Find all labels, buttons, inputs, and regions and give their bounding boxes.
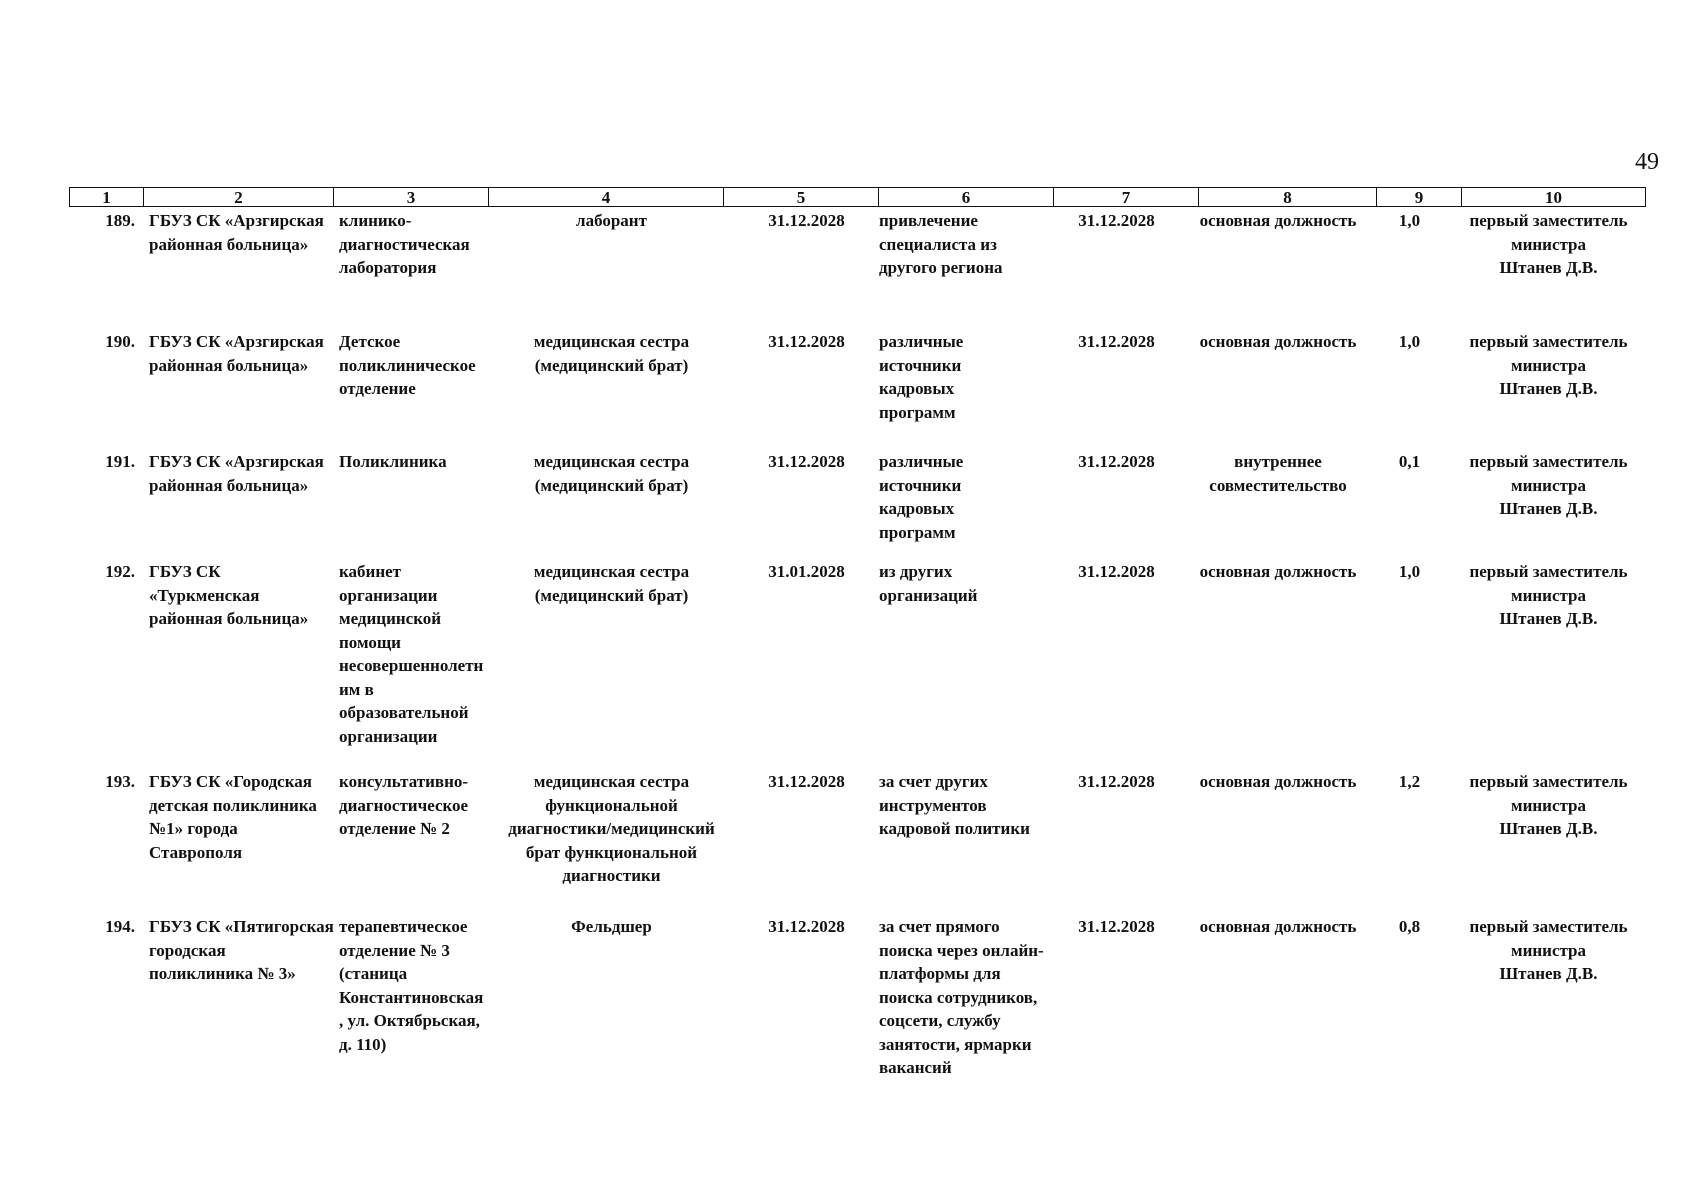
rate-cell-line: 1,2: [1398, 772, 1421, 791]
department-cell-line: отделение № 2: [339, 819, 450, 838]
source-cell-line: программ: [879, 402, 956, 422]
department-cell-line: поликлиническое: [339, 355, 476, 375]
position-cell: [494, 915, 729, 939]
department-cell-line: консультативно-: [339, 772, 469, 791]
department-cell: [339, 450, 494, 474]
responsible-cell-line: первый заместитель: [1469, 452, 1628, 471]
organization-cell-line: районная больница»: [149, 234, 309, 254]
responsible-cell: [1452, 330, 1645, 401]
employment-type-cell: [1189, 450, 1367, 497]
responsible-cell-line: Штанев Д.В.: [1499, 379, 1598, 398]
responsible-cell: [1452, 915, 1645, 986]
source-cell-line: источники: [879, 355, 962, 375]
header-cell: 2: [144, 188, 334, 207]
header-cell: 6: [879, 188, 1054, 207]
end-date-cell-line: 31.12.2028: [1078, 332, 1155, 351]
department-cell: [339, 770, 494, 841]
row-number-line: 191.: [105, 452, 135, 471]
department-cell-line: , ул. Октябрьская,: [339, 1011, 480, 1030]
deadline-date-cell-line: 31.12.2028: [768, 211, 845, 230]
source-cell-line: другого региона: [879, 258, 1003, 277]
source-cell-line: кадровых: [879, 499, 955, 518]
organization-cell-line: городская: [149, 940, 226, 960]
header-cell: 9: [1377, 188, 1462, 207]
position-cell-line: (медицинский брат): [534, 475, 689, 495]
header-cell: 5: [724, 188, 879, 207]
responsible-cell-line: первый заместитель: [1469, 917, 1628, 936]
source-cell-line: занятости, ярмарки: [879, 1034, 1032, 1054]
department-cell-line: организации: [339, 726, 438, 746]
department-cell-line: Поликлиника: [339, 452, 447, 471]
source-cell-line: поиска сотрудников,: [879, 987, 1038, 1007]
rate-cell-line: 1,0: [1398, 332, 1421, 351]
responsible-cell-line: первый заместитель: [1469, 211, 1628, 230]
source-cell-line: кадровой политики: [879, 819, 1030, 838]
organization-cell-line: ГБУЗ СК «Городская: [149, 772, 312, 791]
responsible-cell-line: Штанев Д.В.: [1499, 964, 1598, 983]
end-date-cell-line: 31.12.2028: [1078, 211, 1155, 230]
header-row: [70, 188, 1646, 207]
organization-cell: [149, 770, 339, 864]
deadline-date-cell-line: 31.12.2028: [768, 452, 845, 471]
rate-cell: [1367, 560, 1452, 584]
deadline-date-cell: [729, 450, 884, 474]
responsible-cell: [1452, 209, 1645, 280]
end-date-cell-line: 31.12.2028: [1078, 772, 1155, 791]
position-cell: [494, 209, 729, 233]
department-cell-line: д. 110): [339, 1034, 387, 1054]
position-cell: [494, 770, 729, 888]
responsible-cell-line: первый заместитель: [1469, 562, 1628, 581]
rate-cell-line: 0,8: [1398, 917, 1421, 936]
position-cell: [494, 560, 729, 607]
source-cell-line: привлечение: [879, 211, 978, 230]
source-cell-line: инструментов: [879, 795, 987, 815]
employment-type-cell-line: основная должность: [1199, 211, 1357, 230]
rate-cell-line: 1,0: [1398, 562, 1421, 581]
department-cell-line: образовательной: [339, 703, 469, 722]
responsible-cell-line: Штанев Д.В.: [1499, 258, 1598, 277]
organization-cell: [149, 450, 339, 497]
responsible-cell: [1452, 770, 1645, 841]
department-cell-line: (станица: [339, 964, 408, 983]
employment-type-cell-line: основная должность: [1199, 562, 1357, 581]
employment-type-cell: [1189, 915, 1367, 939]
department-cell-line: несовершеннолетн: [339, 656, 484, 675]
department-cell-line: терапевтическое: [339, 917, 468, 936]
source-cell-line: поиска через онлайн-: [879, 940, 1044, 960]
department-cell-line: отделение № 3: [339, 940, 450, 960]
rate-cell: [1367, 770, 1452, 794]
source-cell: [879, 330, 1044, 424]
rate-cell-line: 0,1: [1398, 452, 1421, 471]
responsible-cell-line: министра: [1510, 475, 1587, 495]
department-cell: [339, 915, 494, 1056]
column-header-table: [69, 187, 1646, 207]
source-cell-line: различные: [879, 452, 964, 471]
department-cell-line: кабинет: [339, 562, 402, 581]
department-cell-line: диагностическая: [339, 234, 470, 254]
responsible-cell-line: министра: [1510, 234, 1587, 254]
row-number-line: 190.: [105, 332, 135, 351]
source-cell-line: за счет прямого: [879, 917, 1000, 936]
organization-cell-line: ГБУЗ СК «Арзгирская: [149, 332, 324, 351]
source-cell-line: специалиста из: [879, 234, 997, 254]
row-number-line: 194.: [105, 917, 135, 936]
department-cell-line: лаборатория: [339, 258, 437, 277]
header-cell: 7: [1054, 188, 1199, 207]
organization-cell-line: районная больница»: [149, 609, 309, 628]
employment-type-cell: [1189, 209, 1367, 233]
end-date-cell: [1044, 450, 1189, 474]
header-cell: 3: [334, 188, 489, 207]
source-cell: [879, 770, 1044, 841]
position-cell-line: медицинская сестра: [533, 452, 690, 471]
employment-type-cell: [1189, 330, 1367, 354]
end-date-cell-line: 31.12.2028: [1078, 562, 1155, 581]
end-date-cell: [1044, 560, 1189, 584]
end-date-cell: [1044, 915, 1189, 939]
rate-cell: [1367, 915, 1452, 939]
organization-cell-line: ГБУЗ СК «Пятигорская: [149, 917, 334, 936]
source-cell-line: кадровых: [879, 379, 955, 398]
employment-type-cell-line: основная должность: [1199, 917, 1357, 936]
responsible-cell-line: министра: [1510, 795, 1587, 815]
employment-type-cell: [1189, 770, 1367, 794]
position-cell-line: медицинская сестра: [533, 562, 690, 581]
deadline-date-cell: [729, 330, 884, 354]
deadline-date-cell: [729, 770, 884, 794]
source-cell-line: программ: [879, 522, 956, 542]
organization-cell: [149, 209, 339, 256]
organization-cell-line: №1» города: [149, 819, 238, 838]
position-cell-line: Фельдшер: [571, 917, 652, 936]
row-number: [69, 209, 135, 233]
header-cell: 1: [70, 188, 144, 207]
organization-cell-line: поликлиника № 3»: [149, 964, 296, 983]
department-cell: [339, 330, 494, 401]
employment-type-cell-line: основная должность: [1199, 332, 1357, 351]
header-cell: 10: [1462, 188, 1646, 207]
rate-cell: [1367, 450, 1452, 474]
responsible-cell: [1452, 450, 1645, 521]
department-cell-line: клинико-: [339, 211, 412, 230]
organization-cell-line: «Туркменская: [149, 585, 260, 605]
row-number: [69, 450, 135, 474]
organization-cell-line: Ставрополя: [149, 842, 243, 862]
department-cell-line: отделение: [339, 379, 416, 398]
organization-cell-line: районная больница»: [149, 355, 309, 375]
row-number: [69, 770, 135, 794]
end-date-cell: [1044, 770, 1189, 794]
end-date-cell: [1044, 330, 1189, 354]
department-cell-line: Детское: [339, 332, 401, 351]
end-date-cell: [1044, 209, 1189, 233]
responsible-cell-line: Штанев Д.В.: [1499, 499, 1598, 518]
organization-cell-line: ГБУЗ СК: [149, 562, 221, 581]
position-cell-line: медицинская сестра: [533, 332, 690, 351]
position-cell-line: медицинская сестра: [533, 772, 690, 791]
responsible-cell: [1452, 560, 1645, 631]
department-cell-line: Константиновская: [339, 987, 484, 1007]
row-number: [69, 560, 135, 584]
source-cell-line: организаций: [879, 585, 978, 605]
organization-cell: [149, 330, 339, 377]
responsible-cell-line: Штанев Д.В.: [1499, 819, 1598, 838]
rate-cell-line: 1,0: [1398, 211, 1421, 230]
end-date-cell-line: 31.12.2028: [1078, 917, 1155, 936]
department-cell-line: организации: [339, 585, 438, 605]
source-cell-line: за счет других: [879, 772, 988, 791]
header-cell: 8: [1199, 188, 1377, 207]
position-cell: [494, 450, 729, 497]
row-number-line: 193.: [105, 772, 135, 791]
position-cell-line: (медицинский брат): [534, 585, 689, 605]
employment-type-cell: [1189, 560, 1367, 584]
source-cell-line: соцсети, службу: [879, 1011, 1001, 1030]
position-cell-line: лаборант: [576, 211, 647, 230]
row-number-line: 192.: [105, 562, 135, 581]
department-cell: [339, 560, 494, 748]
deadline-date-cell-line: 31.12.2028: [768, 772, 845, 791]
organization-cell-line: районная больница»: [149, 475, 309, 495]
responsible-cell-line: министра: [1510, 355, 1587, 375]
department-cell-line: медицинской: [339, 609, 442, 628]
row-number: [69, 330, 135, 354]
deadline-date-cell-line: 31.12.2028: [768, 917, 845, 936]
organization-cell: [149, 560, 339, 631]
source-cell: [879, 560, 1044, 607]
department-cell-line: им в: [339, 679, 374, 699]
deadline-date-cell: [729, 209, 884, 233]
source-cell: [879, 209, 1044, 280]
responsible-cell-line: министра: [1510, 940, 1587, 960]
source-cell-line: платформы для: [879, 964, 1001, 983]
organization-cell-line: ГБУЗ СК «Арзгирская: [149, 452, 324, 471]
employment-type-cell-line: основная должность: [1199, 772, 1357, 791]
position-cell: [494, 330, 729, 377]
responsible-cell-line: первый заместитель: [1469, 772, 1628, 791]
source-cell: [879, 450, 1044, 544]
department-cell-line: диагностическое: [339, 795, 469, 815]
responsible-cell-line: министра: [1510, 585, 1587, 605]
employment-type-cell-line: внутреннее: [1234, 452, 1322, 471]
organization-cell: [149, 915, 339, 986]
position-cell-line: брат функциональной: [525, 842, 698, 862]
position-cell-line: диагностики/медицинский: [508, 819, 715, 838]
end-date-cell-line: 31.12.2028: [1078, 452, 1155, 471]
deadline-date-cell: [729, 915, 884, 939]
deadline-date-cell-line: 31.12.2028: [768, 332, 845, 351]
rate-cell: [1367, 330, 1452, 354]
source-cell-line: источники: [879, 475, 962, 495]
header-cell: 4: [489, 188, 724, 207]
row-number: [69, 915, 135, 939]
source-cell-line: вакансий: [879, 1058, 952, 1077]
page-number: 49: [1635, 149, 1659, 175]
department-cell: [339, 209, 494, 280]
deadline-date-cell: [729, 560, 884, 584]
responsible-cell-line: первый заместитель: [1469, 332, 1628, 351]
source-cell: [879, 915, 1044, 1080]
source-cell-line: различные: [879, 332, 964, 351]
position-cell-line: функциональной: [545, 795, 678, 815]
department-cell-line: помощи: [339, 632, 401, 652]
organization-cell-line: детская поликлиника: [149, 795, 317, 815]
rate-cell: [1367, 209, 1452, 233]
row-number-line: 189.: [105, 211, 135, 230]
organization-cell-line: ГБУЗ СК «Арзгирская: [149, 211, 324, 230]
position-cell-line: диагностики: [562, 866, 661, 885]
deadline-date-cell-line: 31.01.2028: [768, 562, 845, 581]
responsible-cell-line: Штанев Д.В.: [1499, 609, 1598, 628]
source-cell-line: из других: [879, 562, 953, 581]
position-cell-line: (медицинский брат): [534, 355, 689, 375]
employment-type-cell-line: совместительство: [1209, 475, 1347, 495]
